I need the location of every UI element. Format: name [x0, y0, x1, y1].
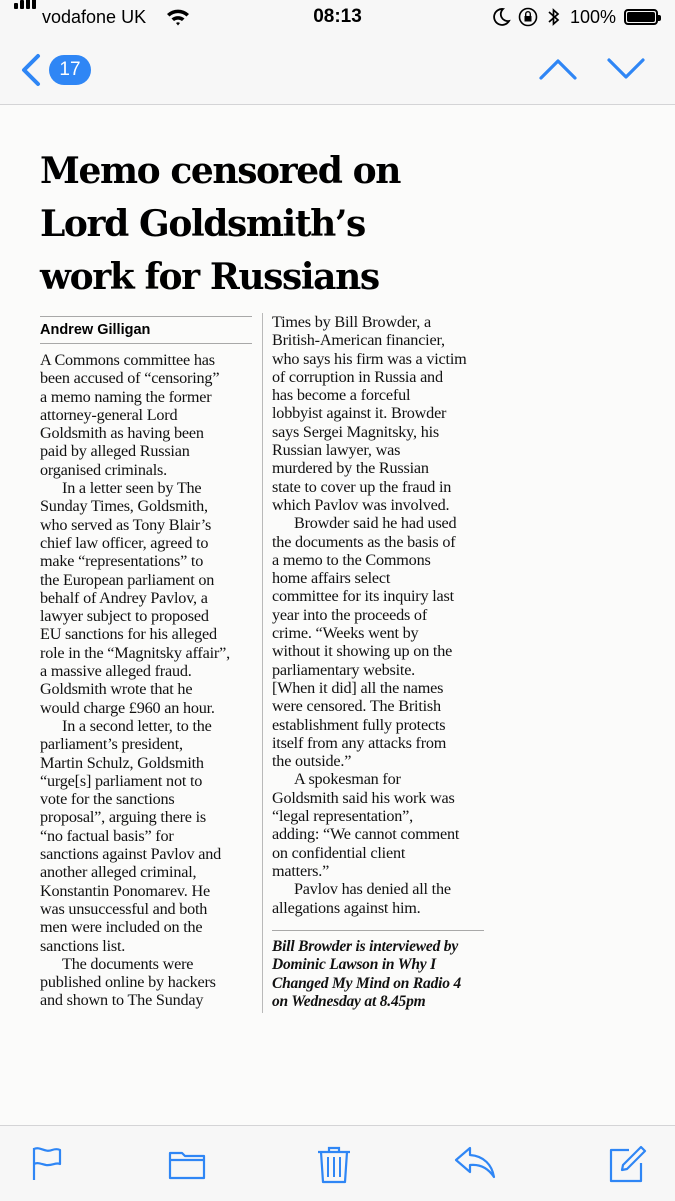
article-line: Russian lawyer, was: [272, 441, 401, 460]
reply-icon[interactable]: [453, 1144, 497, 1180]
byline-rule: [40, 343, 252, 344]
article-line: murdered by the Russian: [272, 459, 429, 478]
article-line: the European parliament on: [40, 570, 215, 589]
article-caption: [272, 938, 461, 1011]
newspaper-clipping: [0, 105, 675, 1125]
article-line: Pavlov has denied all the: [294, 880, 451, 899]
headline-line: Memo censored on: [40, 150, 401, 192]
article-line: make “representations” to: [40, 552, 204, 571]
article-line: the outside.”: [272, 752, 352, 771]
article-line: establishment fully protects: [272, 715, 446, 734]
article-column-left: [40, 351, 252, 1010]
article-line: which Pavlov was involved.: [272, 495, 450, 514]
article-line: says Sergei Magnitsky, his: [272, 422, 440, 441]
article-line: of corruption in Russia and: [272, 367, 443, 386]
article-line: sanctions list.: [40, 936, 126, 955]
column-divider: [262, 313, 263, 1013]
caption-line: Changed My Mind on Radio 4: [272, 974, 462, 992]
article-line: EU sanctions for his alleged: [40, 625, 217, 644]
article-line: state to cover up the fraud in: [272, 477, 452, 496]
article-line: on confidential client: [272, 843, 406, 862]
article-line: another alleged criminal,: [40, 863, 197, 882]
article-line: Martin Schulz, Goldsmith: [40, 753, 204, 772]
article-line: chief law officer, agreed to: [40, 533, 209, 552]
article-line: lawyer subject to proposed: [40, 607, 209, 626]
article-line: men were included on the: [40, 918, 203, 937]
orientation-lock-icon: [517, 7, 539, 27]
article-line: who served as Tony Blair’s: [40, 515, 212, 534]
article-line: Goldsmith wrote that he: [40, 680, 193, 699]
article-line: behalf of Andrey Pavlov, a: [40, 588, 208, 607]
article-line: parliamentary website.: [272, 660, 416, 679]
article-line: were censored. The British: [272, 697, 441, 716]
article-line: itself from any attacks from: [272, 733, 447, 752]
article-line: The documents were: [62, 954, 194, 973]
article-line: Sunday Times, Goldsmith,: [40, 497, 208, 516]
article-line: paid by alleged Russian: [40, 442, 190, 461]
headline-line: work for Russians: [40, 256, 379, 298]
clock-time: 08:13: [313, 6, 362, 27]
article-line: a massive alleged fraud.: [40, 662, 192, 681]
byline: Andrew Gilligan: [40, 322, 151, 338]
article-line: “no factual basis” for: [40, 826, 174, 845]
article-line: without it showing up on the: [272, 642, 453, 661]
article-line: vote for the sanctions: [40, 790, 175, 809]
bluetooth-icon: [547, 7, 561, 27]
carrier-name: vodafone UK: [42, 7, 147, 27]
article-line: allegations against him.: [272, 898, 421, 917]
article-line: British-American financier,: [272, 331, 445, 350]
compose-icon[interactable]: [607, 1144, 647, 1184]
article-line: “legal representation”,: [272, 807, 414, 826]
article-line: Konstantin Ponomarev. He: [40, 881, 210, 900]
flag-icon[interactable]: [30, 1144, 64, 1182]
article-line: Goldsmith said his work was: [272, 788, 455, 807]
mail-nav-bar: [0, 36, 675, 105]
article-line: who says his firm was a victim: [272, 349, 467, 368]
article-line: would charge £960 an hour.: [40, 698, 215, 717]
status-bar: [0, 0, 675, 36]
article-line: role in the “Magnitsky affair”,: [40, 643, 230, 662]
article-line: home affairs select: [272, 569, 391, 588]
folder-icon[interactable]: [168, 1144, 206, 1182]
article-line: Goldsmith as having been: [40, 424, 204, 443]
battery-percent: 100%: [570, 7, 617, 27]
moon-icon: [493, 7, 511, 27]
article-line: lobbyist against it. Browder: [272, 404, 447, 423]
article-line: In a letter seen by The: [62, 479, 202, 498]
article-line: attorney-general Lord: [40, 405, 178, 424]
chevron-up-icon[interactable]: [537, 56, 579, 82]
trash-icon[interactable]: [316, 1144, 352, 1184]
article-line: Times by Bill Browder, a: [272, 313, 431, 331]
mail-toolbar: [0, 1125, 675, 1201]
article-line: A spokesman for: [294, 770, 401, 789]
headline-line: Lord Goldsmith’s: [40, 203, 365, 245]
caption-line: Bill Browder is interviewed by: [272, 938, 459, 955]
article-line: sanctions against Pavlov and: [40, 845, 221, 864]
caption-line: on Wednesday at 8.45pm: [272, 992, 426, 1010]
article-line: committee for its inquiry last: [272, 587, 454, 606]
caption-rule: [272, 930, 484, 931]
article-line: the documents as the basis of: [272, 532, 456, 551]
article-line: published online by hackers: [40, 973, 216, 992]
article-line: “urge[s] parliament not to: [40, 771, 203, 790]
message-count-badge[interactable]: 17: [49, 55, 91, 85]
article-line: proposal”, arguing there is: [40, 808, 207, 827]
article-line: and shown to The Sunday: [40, 991, 204, 1010]
caption-line: Dominic Lawson in Why I: [272, 956, 436, 974]
article-line: has become a forceful: [272, 386, 411, 405]
back-chevron-icon[interactable]: [16, 50, 44, 90]
article-line: adding: “We cannot comment: [272, 825, 460, 844]
article-line: a memo naming the former: [40, 387, 212, 406]
article-line: [When it did] all the names: [272, 678, 444, 697]
article-line: In a second letter, to the: [62, 716, 212, 735]
article-line: A Commons committee has: [40, 351, 215, 369]
article-line: crime. “Weeks went by: [272, 624, 419, 643]
article-line: organised criminals.: [40, 460, 167, 479]
battery-icon: [624, 9, 658, 25]
article-line: been accused of “censoring”: [40, 369, 220, 388]
article-line: was unsuccessful and both: [40, 899, 208, 918]
article-line: a memo to the Commons: [272, 550, 431, 569]
byline-rule: [40, 316, 252, 317]
article-line: year into the proceeds of: [272, 605, 428, 624]
chevron-down-icon[interactable]: [605, 56, 647, 82]
article-headline: [40, 145, 500, 304]
article-line: matters.”: [272, 861, 330, 880]
article-line: parliament’s president,: [40, 735, 183, 754]
article-column-right: [272, 313, 484, 917]
article-line: Browder said he had used: [294, 514, 457, 533]
